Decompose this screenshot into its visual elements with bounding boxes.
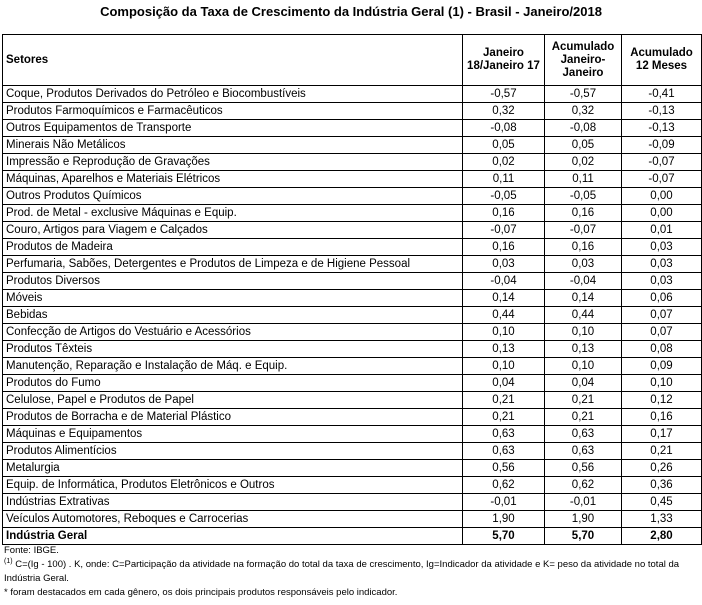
sector-cell: Coque, Produtos Derivados do Petróleo e Biocombustíveis	[3, 86, 463, 103]
formula-note	[4, 558, 700, 586]
acumulado-12m-value: 0,16	[622, 409, 702, 426]
janeiro-value: 0,03	[463, 256, 545, 273]
acumulado-12m-value: -0,07	[622, 154, 702, 171]
table-row	[3, 460, 702, 477]
janeiro-value: 0,32	[463, 103, 545, 120]
janeiro-value: -0,07	[463, 222, 545, 239]
janeiro-value: -0,04	[463, 273, 545, 290]
acumulado-12m-value: 0,12	[622, 392, 702, 409]
janeiro-value: 0,21	[463, 409, 545, 426]
table-row	[3, 392, 702, 409]
table-row	[3, 341, 702, 358]
acumulado-12m-value: 0,00	[622, 205, 702, 222]
acumulado-12m-value: 0,00	[622, 188, 702, 205]
acumulado-12m-value: -0,41	[622, 86, 702, 103]
acumulado-value: -0,57	[545, 86, 622, 103]
acumulado-value: 0,10	[545, 358, 622, 375]
janeiro-value: 0,63	[463, 426, 545, 443]
acumulado-12m-value: 0,10	[622, 375, 702, 392]
janeiro-value: -0,05	[463, 188, 545, 205]
acumulado-value: 0,16	[545, 205, 622, 222]
header-acumulado-12-meses: Acumulado 12 Meses	[622, 35, 702, 86]
sector-cell: Produtos de Madeira	[3, 239, 463, 256]
acumulado-12m-value: -0,13	[622, 120, 702, 137]
janeiro-value: -0,01	[463, 494, 545, 511]
janeiro-value: 0,13	[463, 341, 545, 358]
janeiro-value: -0,08	[463, 120, 545, 137]
sector-cell: Produtos Têxteis	[3, 341, 463, 358]
table-row	[3, 103, 702, 120]
janeiro-value: 0,16	[463, 205, 545, 222]
header-row	[3, 35, 702, 86]
acumulado-value: -0,04	[545, 273, 622, 290]
acumulado-value: 0,16	[545, 239, 622, 256]
acumulado-value: 0,21	[545, 409, 622, 426]
acumulado-value: -0,07	[545, 222, 622, 239]
acumulado-value: 0,44	[545, 307, 622, 324]
sector-cell: Produtos Farmoquímicos e Farmacêuticos	[3, 103, 463, 120]
acumulado-12m-value: 0,36	[622, 477, 702, 494]
highlight-note: * foram destacados em cada gênero, os dois principais produtos responsáveis pelo indicador.	[4, 587, 398, 598]
sector-cell: Metalurgia	[3, 460, 463, 477]
total-row	[3, 528, 702, 545]
acumulado-value: 0,11	[545, 171, 622, 188]
janeiro-value: 0,02	[463, 154, 545, 171]
sector-cell: Produtos Alimentícios	[3, 443, 463, 460]
acumulado-12m-value: 0,09	[622, 358, 702, 375]
sector-cell: Móveis	[3, 290, 463, 307]
sector-cell: Equip. de Informática, Produtos Eletrônicos e Outros	[3, 477, 463, 494]
acumulado-value: 0,32	[545, 103, 622, 120]
table-row	[3, 494, 702, 511]
janeiro-value: 0,21	[463, 392, 545, 409]
sector-cell: Produtos Diversos	[3, 273, 463, 290]
sector-cell: Indústria Geral	[3, 528, 463, 545]
acumulado-12m-value: 0,03	[622, 239, 702, 256]
table-row	[3, 358, 702, 375]
header-acumulado-janeiro: Acumulado Janeiro-Janeiro	[545, 35, 622, 86]
sector-cell: Produtos do Fumo	[3, 375, 463, 392]
table-row	[3, 188, 702, 205]
acumulado-value: 0,62	[545, 477, 622, 494]
table-row	[3, 477, 702, 494]
table-row	[3, 409, 702, 426]
acumulado-12m-value: -0,07	[622, 171, 702, 188]
janeiro-value: 0,44	[463, 307, 545, 324]
sector-cell: Outros Equipamentos de Transporte	[3, 120, 463, 137]
note-marker: (1)	[4, 557, 13, 565]
table-row	[3, 426, 702, 443]
table-row	[3, 443, 702, 460]
janeiro-value: 0,62	[463, 477, 545, 494]
acumulado-value: 1,90	[545, 511, 622, 528]
growth-composition-table	[2, 34, 702, 545]
acumulado-12m-value: 0,07	[622, 307, 702, 324]
table-row	[3, 256, 702, 273]
janeiro-value: 0,04	[463, 375, 545, 392]
table-row	[3, 273, 702, 290]
table-row	[3, 511, 702, 528]
sector-cell: Máquinas e Equipamentos	[3, 426, 463, 443]
acumulado-12m-value: 0,06	[622, 290, 702, 307]
acumulado-value: 0,03	[545, 256, 622, 273]
sector-cell: Couro, Artigos para Viagem e Calçados	[3, 222, 463, 239]
sector-cell: Veículos Automotores, Reboques e Carrocerias	[3, 511, 463, 528]
table-row	[3, 171, 702, 188]
acumulado-value: 0,21	[545, 392, 622, 409]
table-row	[3, 120, 702, 137]
janeiro-value: 0,56	[463, 460, 545, 477]
acumulado-12m-value: 0,08	[622, 341, 702, 358]
janeiro-value: 0,10	[463, 358, 545, 375]
acumulado-value: 0,63	[545, 426, 622, 443]
acumulado-value: -0,08	[545, 120, 622, 137]
sector-cell: Máquinas, Aparelhos e Materiais Elétricos	[3, 171, 463, 188]
source-note: Fonte: IBGE.	[4, 545, 59, 556]
acumulado-12m-value: 0,17	[622, 426, 702, 443]
janeiro-value: 0,10	[463, 324, 545, 341]
sector-cell: Outros Produtos Químicos	[3, 188, 463, 205]
sector-cell: Manutenção, Reparação e Instalação de Máq. e Equip.	[3, 358, 463, 375]
acumulado-value: 0,10	[545, 324, 622, 341]
table-row	[3, 307, 702, 324]
table-title: Composição da Taxa de Crescimento da Indústria Geral (1) - Brasil - Janeiro/2018	[100, 4, 602, 19]
janeiro-value: 5,70	[463, 528, 545, 545]
table-row	[3, 86, 702, 103]
acumulado-12m-value: 0,03	[622, 273, 702, 290]
acumulado-12m-value: 0,07	[622, 324, 702, 341]
acumulado-value: 0,14	[545, 290, 622, 307]
sector-cell: Prod. de Metal - exclusive Máquinas e Equip.	[3, 205, 463, 222]
acumulado-12m-value: 0,45	[622, 494, 702, 511]
table-row	[3, 290, 702, 307]
sector-cell: Produtos de Borracha e de Material Plástico	[3, 409, 463, 426]
acumulado-12m-value: 1,33	[622, 511, 702, 528]
acumulado-value: -0,01	[545, 494, 622, 511]
sector-cell: Minerais Não Metálicos	[3, 137, 463, 154]
janeiro-value: 0,05	[463, 137, 545, 154]
acumulado-value: 0,63	[545, 443, 622, 460]
table-row	[3, 324, 702, 341]
table-body	[3, 86, 702, 545]
acumulado-12m-value: 0,21	[622, 443, 702, 460]
sector-cell: Celulose, Papel e Produtos de Papel	[3, 392, 463, 409]
acumulado-value: 5,70	[545, 528, 622, 545]
formula-note-text: C=(Ig - 100) . K, onde: C=Participação da atividade na formação do total da taxa de crescimento, Ig=Indicador da atividade e K= peso da atividade no total da Indústria Geral.	[4, 559, 680, 584]
janeiro-value: 0,14	[463, 290, 545, 307]
sector-cell: Bebidas	[3, 307, 463, 324]
acumulado-value: 0,56	[545, 460, 622, 477]
sector-cell: Confecção de Artigos do Vestuário e Acessórios	[3, 324, 463, 341]
acumulado-value: 0,04	[545, 375, 622, 392]
acumulado-value: -0,05	[545, 188, 622, 205]
table-row	[3, 137, 702, 154]
table-row	[3, 222, 702, 239]
table-row	[3, 375, 702, 392]
table-row	[3, 239, 702, 256]
acumulado-value: 0,13	[545, 341, 622, 358]
acumulado-12m-value: 0,03	[622, 256, 702, 273]
acumulado-12m-value: 2,80	[622, 528, 702, 545]
janeiro-value: 1,90	[463, 511, 545, 528]
janeiro-value: -0,57	[463, 86, 545, 103]
sector-cell: Impressão e Reprodução de Gravações	[3, 154, 463, 171]
table-row	[3, 154, 702, 171]
janeiro-value: 0,11	[463, 171, 545, 188]
sector-cell: Indústrias Extrativas	[3, 494, 463, 511]
sector-cell: Perfumaria, Sabões, Detergentes e Produtos de Limpeza e de Higiene Pessoal	[3, 256, 463, 273]
janeiro-value: 0,16	[463, 239, 545, 256]
acumulado-12m-value: 0,01	[622, 222, 702, 239]
table-row	[3, 205, 702, 222]
janeiro-value: 0,63	[463, 443, 545, 460]
footnotes	[4, 544, 700, 600]
header-setores: Setores	[3, 35, 463, 86]
acumulado-12m-value: -0,09	[622, 137, 702, 154]
header-janeiro: Janeiro 18/Janeiro 17	[463, 35, 545, 86]
acumulado-value: 0,05	[545, 137, 622, 154]
acumulado-12m-value: 0,26	[622, 460, 702, 477]
acumulado-12m-value: -0,13	[622, 103, 702, 120]
acumulado-value: 0,02	[545, 154, 622, 171]
